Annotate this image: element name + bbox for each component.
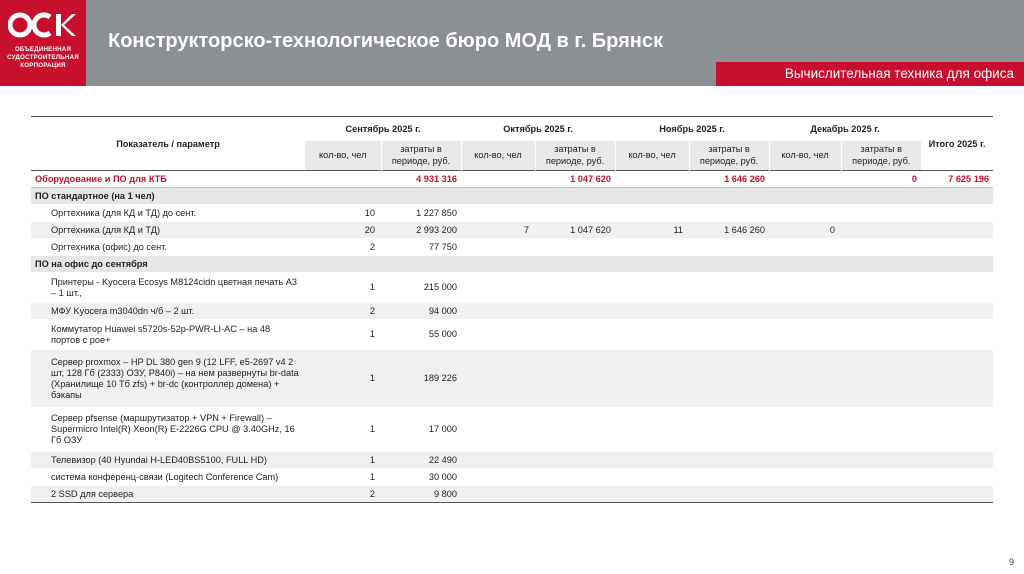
subtitle-text: Вычислительная техника для офиса [784, 66, 1014, 81]
cost-header: затраты в периоде, руб. [689, 141, 769, 171]
sep-cost: 55 000 [381, 320, 461, 350]
row-label: Оргтехника (офис) до сент. [31, 239, 305, 256]
table-row [31, 239, 993, 256]
table-row [31, 469, 993, 486]
summary-oct: 1 047 620 [535, 171, 615, 188]
sep-qty: 1 [305, 320, 381, 350]
nov-qty: 11 [615, 222, 689, 239]
sep-qty: 10 [305, 205, 381, 222]
total-header: Итого 2025 г. [921, 117, 993, 171]
summary-dec: 0 [841, 171, 921, 188]
sep-cost: 2 993 200 [381, 222, 461, 239]
header-row-months [31, 117, 993, 141]
row-label: Сервер pfsense (маршрутизатор + VPN + Firewall) – Supermicro Intel(R) Xeon(R) E-2226G CPU @ 3.40GHz, 16 Гб ОЗУ [31, 408, 305, 452]
month-header-dec: Декабрь 2025 г. [769, 117, 921, 141]
table-row [31, 303, 993, 320]
sep-qty: 2 [305, 303, 381, 320]
dec-qty: 0 [769, 222, 841, 239]
subtitle-ribbon [716, 62, 1024, 86]
param-header: Показатель / параметр [31, 117, 305, 171]
sep-qty: 2 [305, 486, 381, 503]
sep-cost: 189 226 [381, 350, 461, 408]
table-row [31, 222, 993, 239]
sep-qty: 1 [305, 469, 381, 486]
sep-cost: 215 000 [381, 273, 461, 303]
summary-row [31, 171, 993, 188]
cost-header: затраты в периоде, руб. [381, 141, 461, 171]
summary-label: Оборудование и ПО для КТБ [31, 171, 305, 188]
row-label: Принтеры - Kyocera Ecosys M8124cidn цветная печать А3 – 1 шт., [31, 273, 305, 303]
row-label: Коммутатор Huawei s5720s-52p-PWR-LI-AC – на 48 портов с poe+ [31, 320, 305, 350]
sep-cost: 1 227 850 [381, 205, 461, 222]
sep-qty: 2 [305, 239, 381, 256]
row-label: Сервер proxmox – HP DL 380 gen 9 (12 LFF, e5-2697 v4 2 шт, 128 Гб (2333) ОЗУ, P840i) – на нем развернуты br-data (Хранилище 10 Тб zfs) + br-dc (контроллер домена) + бэкапы [31, 350, 305, 408]
sep-cost: 17 000 [381, 408, 461, 452]
month-header-sep: Сентябрь 2025 г. [305, 117, 461, 141]
sep-qty: 1 [305, 350, 381, 408]
section-row [31, 188, 993, 205]
table-row [31, 452, 993, 469]
summary-nov: 1 646 260 [689, 171, 769, 188]
section-row [31, 256, 993, 273]
equipment-table [31, 116, 993, 503]
oct-qty: 7 [461, 222, 535, 239]
header-bar [0, 0, 1024, 86]
osk-logo-icon [8, 8, 78, 42]
table-row [31, 273, 993, 303]
sep-qty: 20 [305, 222, 381, 239]
sep-cost: 94 000 [381, 303, 461, 320]
sep-cost: 9 800 [381, 486, 461, 503]
section-title: ПО стандартное (на 1 чел) [31, 188, 993, 205]
sep-cost: 77 750 [381, 239, 461, 256]
row-label: Оргтехника (для КД и ТД) [31, 222, 305, 239]
oct-cost: 1 047 620 [535, 222, 615, 239]
nov-cost: 1 646 260 [689, 222, 769, 239]
page-title: Конструкторско-технологическое бюро МОД в г. Брянск [108, 30, 663, 52]
qty-header: кол-во, чел [461, 141, 535, 171]
row-label: Телевизор (40 Hyundai H-LED40BS5100, FULL HD) [31, 452, 305, 469]
row-label: Оргтехника (для КД и ТД) до сент. [31, 205, 305, 222]
table-row [31, 408, 993, 452]
sep-qty: 1 [305, 452, 381, 469]
qty-header: кол-во, чел [305, 141, 381, 171]
month-header-nov: Ноябрь 2025 г. [615, 117, 769, 141]
month-header-oct: Октябрь 2025 г. [461, 117, 615, 141]
row-label: МФУ Kyocera m3040dn ч/б – 2 шт. [31, 303, 305, 320]
table-row [31, 205, 993, 222]
table-row [31, 486, 993, 503]
table-row [31, 350, 993, 408]
company-logo [0, 0, 86, 86]
sep-cost: 22 490 [381, 452, 461, 469]
row-label: 2 SSD для сервера [31, 486, 305, 503]
logo-caption: ОБЪЕДИНЕННАЯ СУДОСТРОИТЕЛЬНАЯ КОРПОРАЦИЯ [7, 46, 79, 69]
sep-cost: 30 000 [381, 469, 461, 486]
cost-header: затраты в периоде, руб. [841, 141, 921, 171]
summary-sep: 4 931 316 [381, 171, 461, 188]
row-label: система конференц-связи (Logitech Conference Cam) [31, 469, 305, 486]
section-title: ПО на офис до сентября [31, 256, 993, 273]
qty-header: кол-во, чел [769, 141, 841, 171]
sep-qty: 1 [305, 408, 381, 452]
table-row [31, 320, 993, 350]
summary-total: 7 625 196 [921, 171, 993, 188]
cost-header: затраты в периоде, руб. [535, 141, 615, 171]
sep-qty: 1 [305, 273, 381, 303]
qty-header: кол-во, чел [615, 141, 689, 171]
page-number: 9 [1008, 557, 1014, 567]
